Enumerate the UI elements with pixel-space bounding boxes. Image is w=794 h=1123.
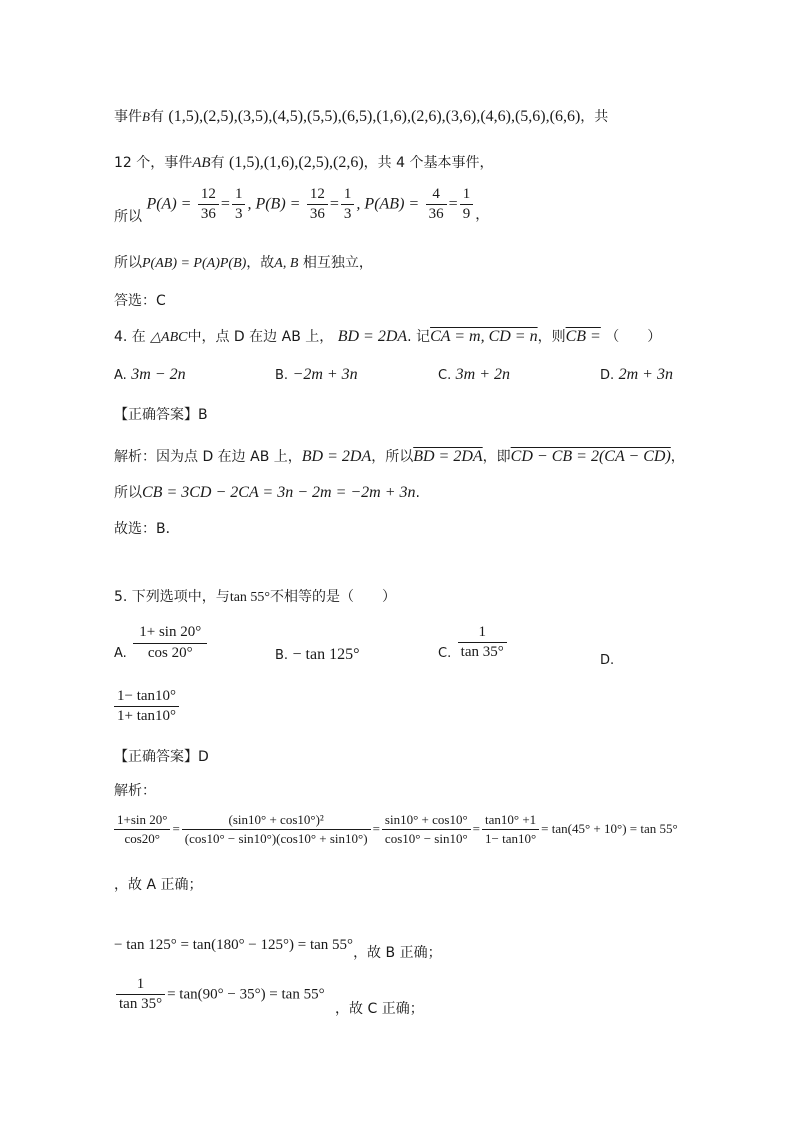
denominator: cos20° — [124, 831, 160, 846]
math: − tan 125° = tan(180° − 125°) = tan 55° — [114, 937, 354, 953]
denominator: (cos10° − sin10°)(cos10° + sin10°) — [184, 831, 368, 846]
text: ， — [475, 206, 490, 223]
text: ， — [670, 449, 685, 465]
text: 所以 — [114, 255, 142, 271]
q5-solution-chain: $\frac{1+\sin 20^\circ}{\cos 20^\circ}$ = $\frac{\text{(sin10° + cos10°)²}}{(\cos 10^\circ - \sin 10^\circ)(\cos 10^\circ + \sin 10^\circ)}$ = $\frac{\sin 10^\circ + \cos 10^\circ}{\cos 10^\circ - \sin 10^\circ}$ = $\frac{\tan 10^\circ +1}{1- \tan 10^\circ}$ = tan(45° + 10°) = tan 55° — [112, 812, 678, 847]
text: 事件 — [114, 109, 142, 125]
math: BD = 2DA — [337, 328, 408, 345]
q4-pick: 故选：B． — [114, 521, 180, 537]
option-label: C. — [438, 368, 452, 383]
numerator: 1 — [116, 976, 165, 995]
fraction — [460, 186, 474, 223]
fraction — [232, 186, 246, 223]
denominator: 36 — [428, 206, 444, 222]
numerator: (sin10° + cos10°)² — [182, 812, 371, 830]
text: 4. 在 — [114, 329, 146, 345]
denominator: 3 — [343, 206, 352, 222]
text: ，所以 — [371, 449, 414, 465]
text: 所以 — [114, 208, 142, 225]
text: 有 — [149, 109, 164, 125]
numerator: 1+ sin 20° — [133, 624, 207, 644]
q5-stem — [114, 586, 396, 606]
math-vectors: CA = m, CD = n — [430, 328, 538, 345]
denominator: tan 35° — [119, 996, 163, 1012]
q5-option-b — [275, 646, 359, 664]
q5-conclusion-a: ，故 A 正确； — [114, 877, 203, 893]
text: ，共 — [580, 109, 609, 125]
q5-option-c — [438, 624, 509, 661]
q4-option-a — [114, 366, 186, 384]
text: ，则 — [537, 329, 566, 345]
math-set: (1,5),(1,6),(2,5),(2,6) — [229, 154, 364, 171]
math: = tan(45° + 10°) = tan 55° — [541, 821, 678, 836]
q4-option-c — [438, 366, 510, 384]
q5-option-d — [600, 652, 614, 668]
math: CB = 3CD − 2CA = 3n − 2m = −2m + 3n — [142, 484, 416, 501]
option-label: B. — [275, 648, 289, 663]
fraction — [482, 812, 539, 847]
q4-answer: 【正确答案】B — [114, 407, 208, 423]
numerator: 4 — [426, 186, 447, 205]
text: ，即 — [482, 449, 511, 465]
fraction — [458, 624, 507, 661]
math-var: AB — [192, 155, 211, 171]
fraction — [382, 812, 471, 847]
fraction — [114, 688, 179, 725]
numerator: 1 — [460, 186, 474, 205]
q4-stem — [114, 326, 661, 346]
math: P(A) = — [146, 195, 192, 213]
q4-solution-line2 — [114, 482, 420, 502]
numerator: tan10° +1 — [482, 812, 539, 830]
denominator: 36 — [200, 206, 216, 222]
text: （ ） — [605, 329, 662, 345]
text: ，共 4 个基本事件， — [363, 155, 494, 171]
numerator: 1 — [232, 186, 246, 205]
denominator: 36 — [309, 206, 325, 222]
math: tan 55° — [229, 590, 271, 605]
numerator: 12 — [198, 186, 219, 205]
q5-answer: 【正确答案】D — [114, 749, 209, 765]
text: 中，点 D 在边 AB 上， — [187, 329, 334, 345]
text: 相互独立， — [302, 255, 373, 271]
q3-line-events-ab — [114, 152, 493, 172]
q4-option-d — [600, 366, 673, 384]
q5-option-d-fraction — [112, 688, 181, 725]
math-set: (1,5),(2,5),(3,5),(4,5),(5,5),(6,5),(1,6),(2,6),(3,6),(4,6),(5,6),(6,6) — [168, 108, 581, 125]
q5-solution-c — [114, 976, 424, 1017]
math: , P(AB) = — [356, 195, 420, 213]
text: . — [415, 485, 420, 501]
numerator: 1− tan10° — [114, 688, 179, 707]
fraction — [426, 186, 447, 223]
numerator: 1 — [341, 186, 355, 205]
text: . 记 — [407, 329, 431, 345]
text: ，故 B 正确； — [353, 945, 442, 961]
math: = tan(90° − 35°) = tan 55° — [167, 986, 325, 1003]
denominator: 9 — [462, 206, 471, 222]
fraction — [341, 186, 355, 223]
math: BD = 2DA — [301, 448, 372, 465]
numerator: sin10° + cos10° — [382, 812, 471, 830]
denominator: cos 20° — [147, 645, 193, 661]
q5-option-a — [114, 624, 209, 662]
q5-solution-b — [114, 934, 442, 961]
fraction — [182, 812, 371, 847]
text: 12 个，事件 — [114, 155, 193, 171]
math-var: B — [142, 109, 150, 124]
math: P(AB) = P(A)P(B) — [142, 256, 247, 271]
option-label: D. — [600, 653, 615, 668]
text: ，故 — [246, 255, 275, 271]
numerator: 12 — [307, 186, 328, 205]
text: 5. 下列选项中，与 — [114, 589, 230, 605]
denominator: cos10° − sin10° — [384, 831, 468, 846]
q5-solution-label: 解析： — [114, 783, 156, 799]
option-math: 3m + 2n — [455, 366, 511, 383]
denominator: tan 35° — [460, 644, 504, 660]
numerator: 1+sin 20° — [114, 812, 170, 830]
option-math: 3m − 2n — [131, 366, 186, 383]
math: A, B — [274, 256, 299, 271]
fraction — [307, 186, 328, 223]
math: CB = — [565, 328, 601, 345]
option-label: B. — [275, 368, 289, 383]
numerator: 1 — [458, 624, 507, 643]
option-label: A. — [114, 646, 127, 661]
math: , P(B) = — [247, 195, 301, 213]
q3-line-independence — [114, 252, 373, 272]
option-math: −2m + 3n — [292, 366, 358, 383]
option-math: 2m + 3n — [618, 366, 673, 383]
fraction — [116, 976, 165, 1013]
fraction — [133, 624, 207, 662]
text: 解析：因为点 D 在边 AB 上， — [114, 449, 302, 465]
text: 不相等的是（ ） — [270, 589, 397, 605]
text: 有 — [210, 155, 225, 171]
fraction — [198, 186, 219, 223]
q3-line-events-b — [114, 106, 608, 126]
math-vectors: CD − CB = 2(CA − CD) — [510, 448, 671, 465]
q4-solution-line1 — [114, 446, 685, 466]
text: 所以 — [114, 485, 142, 501]
q3-answer: 答选：C — [114, 293, 166, 309]
denominator: 3 — [234, 206, 243, 222]
math: △ABC — [150, 330, 188, 345]
q4-option-b — [275, 366, 358, 384]
fraction — [114, 812, 170, 847]
denominator: 1+ tan10° — [117, 708, 177, 724]
math-vectors: BD = 2DA — [413, 448, 483, 465]
option-label: A. — [114, 368, 127, 383]
option-label: C. — [438, 645, 452, 661]
option-math: − tan 125° — [292, 646, 360, 663]
q3-line-probabilities: 所以 P(A) = $\frac{12}{36}$ = $\frac{1}{3}$ , P(B) = $\frac{12}{36}$ = $\frac{1}{3}$ , P(AB) = $\frac{4}{36}$ = $\frac{1}{9}$ ， — [114, 186, 490, 225]
option-label: D. — [600, 368, 615, 383]
denominator: 1− tan10° — [485, 831, 537, 846]
text: ，故 C 正确； — [335, 1000, 424, 1017]
